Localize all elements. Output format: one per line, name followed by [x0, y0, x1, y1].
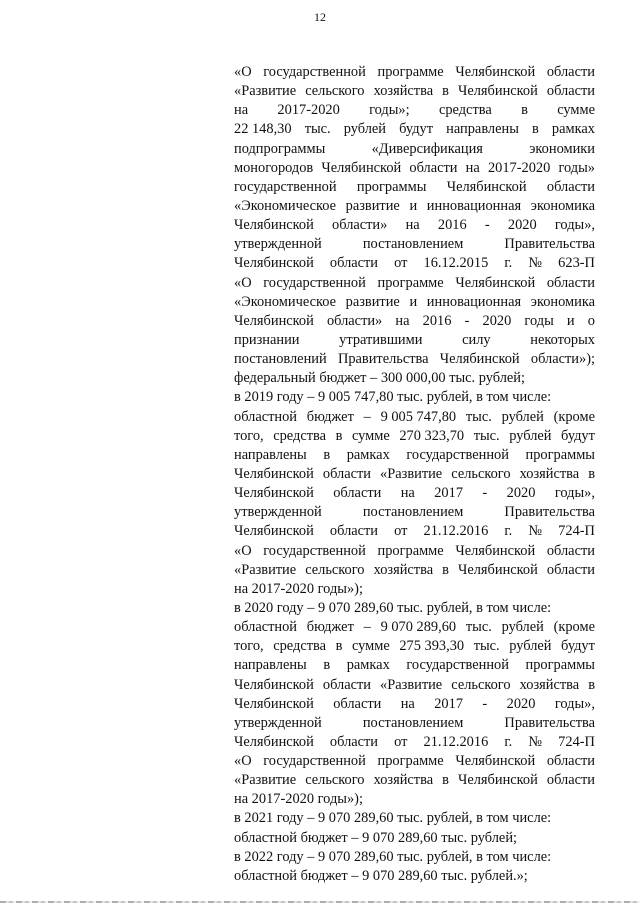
text-word: того,	[234, 638, 264, 655]
page-number: 12	[314, 10, 326, 24]
text-line	[234, 656, 595, 675]
text-word: бюджет	[306, 408, 354, 425]
text-word: экономики	[529, 140, 595, 157]
text-word: экономика	[530, 293, 595, 310]
text-word: 2017-2020	[487, 159, 551, 176]
text-word: хозяйства	[519, 465, 580, 482]
text-word: развитие	[345, 293, 400, 310]
text-word: области	[546, 178, 595, 195]
text-word: «Развитие	[380, 465, 443, 482]
text-word: «О	[234, 64, 252, 80]
text-word: хозяйства	[373, 83, 434, 100]
text-word: и	[409, 293, 418, 310]
text-word: на	[400, 485, 415, 502]
text-word: Челябинской	[234, 255, 314, 272]
text-line	[234, 637, 595, 656]
text-word: области	[329, 523, 379, 540]
text-word: 270 323,70	[399, 427, 465, 444]
text-word: области	[333, 485, 382, 502]
text-word: годы	[524, 312, 554, 329]
text-word: на	[465, 159, 480, 176]
text-word: рублей	[509, 427, 552, 444]
text-word: №	[528, 255, 543, 272]
text-word: направлены	[234, 657, 307, 674]
text-word: программе	[377, 64, 444, 80]
text-word: области	[322, 676, 371, 693]
text-word: «Развитие	[380, 676, 443, 693]
text-word: программы	[356, 178, 427, 195]
text-word: рамках	[551, 121, 595, 138]
text-word: 2020	[482, 312, 512, 329]
text-word: «О	[234, 753, 252, 770]
text-word: областной бюджет – 9 070 289,60 тыс. рублей.»;	[234, 867, 528, 884]
text-line	[234, 752, 595, 771]
text-line	[234, 484, 595, 503]
text-word: средства	[273, 638, 326, 655]
text-word: «Экономическое	[234, 197, 336, 214]
text-word: на	[395, 312, 410, 329]
text-word: Правительства	[504, 236, 595, 253]
text-word: -	[464, 312, 470, 329]
text-word: моногородов	[234, 159, 314, 176]
text-word: будут	[561, 427, 595, 444]
text-word: Челябинской	[234, 733, 314, 750]
text-word: постановлением	[362, 504, 464, 521]
text-line	[234, 695, 595, 714]
text-word: Правительства	[337, 351, 429, 368]
text-word: тыс.	[465, 619, 492, 636]
text-word: на 2017-2020 годы»);	[234, 580, 363, 597]
text-word: в 2020 году – 9 070 289,60 тыс. рублей, в том числе:	[234, 599, 552, 616]
text-word: области	[546, 83, 595, 100]
document-body	[234, 63, 595, 886]
text-word: области»	[326, 312, 383, 329]
text-word: утвержденной	[234, 714, 322, 731]
text-word: постановлений	[234, 351, 327, 368]
text-word: утвержденной	[234, 504, 322, 521]
text-word: –	[363, 408, 371, 425]
text-word: годы»;	[369, 102, 410, 119]
text-line	[234, 82, 595, 101]
text-word: области	[329, 255, 379, 272]
text-word: сумме	[351, 427, 390, 444]
text-word: Правительства	[504, 504, 595, 521]
text-word: Челябинской	[321, 159, 402, 176]
text-line	[234, 120, 595, 139]
text-line	[234, 542, 595, 561]
text-word: в	[323, 657, 331, 674]
text-word: программе	[377, 542, 444, 559]
text-word: и	[566, 312, 575, 329]
text-word: 22 148,30	[234, 121, 292, 138]
text-word: №	[528, 733, 543, 750]
text-word: 2020	[506, 695, 536, 712]
text-line	[234, 465, 595, 484]
text-line	[234, 676, 595, 695]
text-word: «Развитие	[234, 561, 297, 578]
text-word: «О	[234, 542, 252, 559]
text-word: 2020	[506, 485, 536, 502]
text-word: области»	[332, 217, 388, 234]
text-word: рублей	[501, 619, 544, 636]
text-word: 21.12.2016	[423, 733, 489, 750]
text-word: хозяйства	[519, 676, 580, 693]
text-line	[234, 867, 595, 886]
text-word: годы»,	[554, 217, 595, 234]
text-word: «Развитие	[234, 83, 297, 100]
text-word: 724-П	[558, 523, 595, 540]
text-word: сельского	[305, 561, 365, 578]
text-word: от	[394, 733, 408, 750]
text-word: Челябинской	[234, 485, 314, 502]
text-word: Челябинской	[234, 695, 314, 712]
text-word: постановлением	[362, 236, 464, 253]
scan-bottom-edge	[0, 901, 640, 903]
text-word: государственной	[234, 178, 337, 195]
text-line	[234, 790, 595, 809]
text-word: на 2017-2020 годы»);	[234, 791, 363, 808]
text-word: программы	[525, 446, 595, 463]
text-word: 2017	[434, 485, 464, 502]
text-word: Челябинской	[455, 274, 536, 291]
text-word: сумме	[557, 102, 595, 119]
text-word: тыс.	[304, 121, 331, 138]
text-word: 2016	[437, 217, 467, 234]
text-word: области	[329, 733, 379, 750]
text-word: подпрограммы	[234, 140, 326, 157]
text-line	[234, 312, 595, 331]
text-word: бюджет	[306, 619, 354, 636]
text-word: рублей	[501, 408, 544, 425]
text-line	[234, 618, 595, 637]
text-line	[234, 254, 595, 273]
text-word: «Экономическое	[234, 293, 336, 310]
text-word: государственной	[263, 753, 366, 770]
text-line	[234, 408, 595, 427]
text-word: государственной	[263, 542, 366, 559]
text-line	[234, 446, 595, 465]
text-word: Челябинской	[446, 178, 527, 195]
text-word: (кроме	[553, 408, 595, 425]
text-word: областной бюджет – 9 070 289,60 тыс. рублей;	[234, 829, 518, 846]
text-word: в	[323, 446, 331, 463]
text-line	[234, 293, 595, 312]
text-word: «Диверсификация	[371, 140, 483, 157]
text-word: сумме	[351, 638, 390, 655]
text-word: утвержденной	[234, 236, 322, 253]
text-word: в	[521, 102, 528, 119]
text-word: тыс.	[473, 427, 500, 444]
text-word: в	[335, 638, 343, 655]
text-word: Челябинской	[234, 465, 314, 482]
text-word: Челябинской	[234, 523, 314, 540]
text-word: области	[322, 465, 371, 482]
text-word: на	[234, 102, 249, 119]
text-word: сельского	[451, 465, 511, 482]
text-line	[234, 829, 595, 848]
text-word: 275 393,30	[399, 638, 465, 655]
text-word: сельского	[305, 772, 365, 789]
text-word: 9 070 289,60	[380, 619, 457, 636]
text-word: годы»	[558, 159, 595, 176]
text-word: -	[482, 485, 488, 502]
text-word: 9 005 747,80	[380, 408, 457, 425]
text-line	[234, 427, 595, 446]
text-line	[234, 63, 595, 82]
text-line	[234, 331, 595, 350]
text-word: в	[335, 427, 343, 444]
text-line	[234, 197, 595, 216]
text-word: инновационная	[426, 293, 522, 310]
text-word: Челябинской	[455, 542, 536, 559]
text-word: в	[588, 465, 595, 482]
text-word: сельского	[451, 676, 511, 693]
text-word: сельского	[305, 83, 365, 100]
text-word: Челябинской	[458, 561, 538, 578]
text-line	[234, 140, 595, 159]
text-line	[234, 848, 595, 867]
text-word: г.	[504, 255, 513, 272]
text-word: «Развитие	[234, 772, 297, 789]
text-word: Челябинской	[234, 312, 314, 329]
text-line	[234, 178, 595, 197]
text-word: направлены	[446, 121, 519, 138]
text-word: областной	[234, 408, 298, 425]
text-word: Челябинской	[458, 83, 538, 100]
text-word: Правительства	[504, 714, 595, 731]
text-word: (кроме	[553, 619, 595, 636]
text-line	[234, 580, 595, 599]
text-word: в	[442, 83, 449, 100]
text-word: -	[482, 695, 488, 712]
text-word: программе	[377, 753, 444, 770]
text-word: инновационная	[426, 197, 522, 214]
text-word: г.	[504, 733, 513, 750]
text-word: государственной	[406, 657, 509, 674]
text-word: области	[546, 753, 595, 770]
text-word: Челябинской	[234, 217, 314, 234]
text-line	[234, 235, 595, 254]
text-word: федеральный бюджет – 300 000,00 тыс. рублей;	[234, 370, 525, 387]
text-word: области»);	[530, 351, 595, 368]
text-word: направлены	[234, 446, 307, 463]
text-word: государственной	[406, 446, 509, 463]
text-word: г.	[504, 523, 513, 540]
text-word: в	[442, 561, 449, 578]
text-word: №	[528, 523, 543, 540]
text-line	[234, 522, 595, 541]
text-word: силу	[462, 331, 491, 348]
text-word: государственной	[263, 274, 366, 291]
text-word: рублей	[509, 638, 552, 655]
text-line	[234, 771, 595, 790]
text-word: 21.12.2016	[423, 523, 489, 540]
text-word: утратившими	[339, 331, 423, 348]
text-word: Челябинской	[455, 64, 536, 80]
text-line	[234, 503, 595, 522]
text-word: тыс.	[465, 408, 492, 425]
text-word: средства	[273, 427, 326, 444]
text-word: государственной	[263, 64, 366, 80]
text-word: 2017-2020	[277, 102, 340, 119]
text-word: «О	[234, 274, 252, 291]
text-word: средства	[438, 102, 492, 119]
text-word: 16.12.2015	[423, 255, 489, 272]
text-word: и	[409, 197, 418, 214]
text-word: области	[546, 64, 595, 80]
text-word: области	[546, 274, 595, 291]
text-line	[234, 733, 595, 752]
text-line	[234, 101, 595, 120]
text-word: на	[405, 217, 420, 234]
text-word: того,	[234, 427, 264, 444]
text-word: будут	[399, 121, 434, 138]
text-word: области	[546, 772, 595, 789]
text-line	[234, 274, 595, 293]
text-word: –	[363, 619, 371, 636]
text-word: -	[484, 217, 490, 234]
text-word: 724-П	[558, 733, 595, 750]
text-word: области	[333, 695, 382, 712]
text-word: области	[546, 542, 595, 559]
text-word: некоторых	[530, 331, 595, 348]
text-line	[234, 159, 595, 178]
text-word: будут	[561, 638, 595, 655]
text-line	[234, 714, 595, 733]
text-word: в	[442, 772, 449, 789]
text-word: области	[409, 159, 458, 176]
text-word: Челябинской	[455, 753, 536, 770]
text-word: Челябинской	[439, 351, 520, 368]
text-word: в 2021 году – 9 070 289,60 тыс. рублей, в том числе:	[234, 810, 552, 827]
text-word: о	[587, 312, 595, 329]
text-word: 2016	[422, 312, 452, 329]
text-line	[234, 388, 595, 407]
text-word: Челябинской	[234, 676, 314, 693]
text-word: области	[546, 561, 595, 578]
text-word: признании	[234, 331, 300, 348]
text-word: 623-П	[558, 255, 595, 272]
text-word: в	[532, 121, 539, 138]
text-word: развитие	[345, 197, 400, 214]
text-word: годы»,	[554, 695, 595, 712]
text-line	[234, 369, 595, 388]
text-word: годы»,	[554, 485, 595, 502]
text-word: рамках	[346, 657, 390, 674]
text-word: программы	[525, 657, 595, 674]
text-line	[234, 350, 595, 369]
text-word: 2017	[434, 695, 464, 712]
text-word: рублей	[343, 121, 387, 138]
text-word: от	[394, 255, 408, 272]
text-word: в 2019 году – 9 005 747,80 тыс. рублей, в том числе:	[234, 389, 552, 406]
text-word: областной	[234, 619, 298, 636]
text-line	[234, 599, 595, 618]
text-word: в	[588, 676, 595, 693]
text-word: хозяйства	[373, 561, 434, 578]
text-line	[234, 216, 595, 235]
text-line	[234, 809, 595, 828]
text-word: в 2022 году – 9 070 289,60 тыс. рублей, в том числе:	[234, 848, 552, 865]
text-word: хозяйства	[373, 772, 434, 789]
text-word: рамках	[346, 446, 390, 463]
text-word: постановлением	[362, 714, 464, 731]
text-word: от	[394, 523, 408, 540]
text-word: тыс.	[473, 638, 500, 655]
text-word: Челябинской	[458, 772, 538, 789]
text-word: программе	[377, 274, 444, 291]
text-line	[234, 561, 595, 580]
text-word: экономика	[530, 197, 595, 214]
text-word: на	[400, 695, 415, 712]
text-word: 2020	[507, 217, 537, 234]
